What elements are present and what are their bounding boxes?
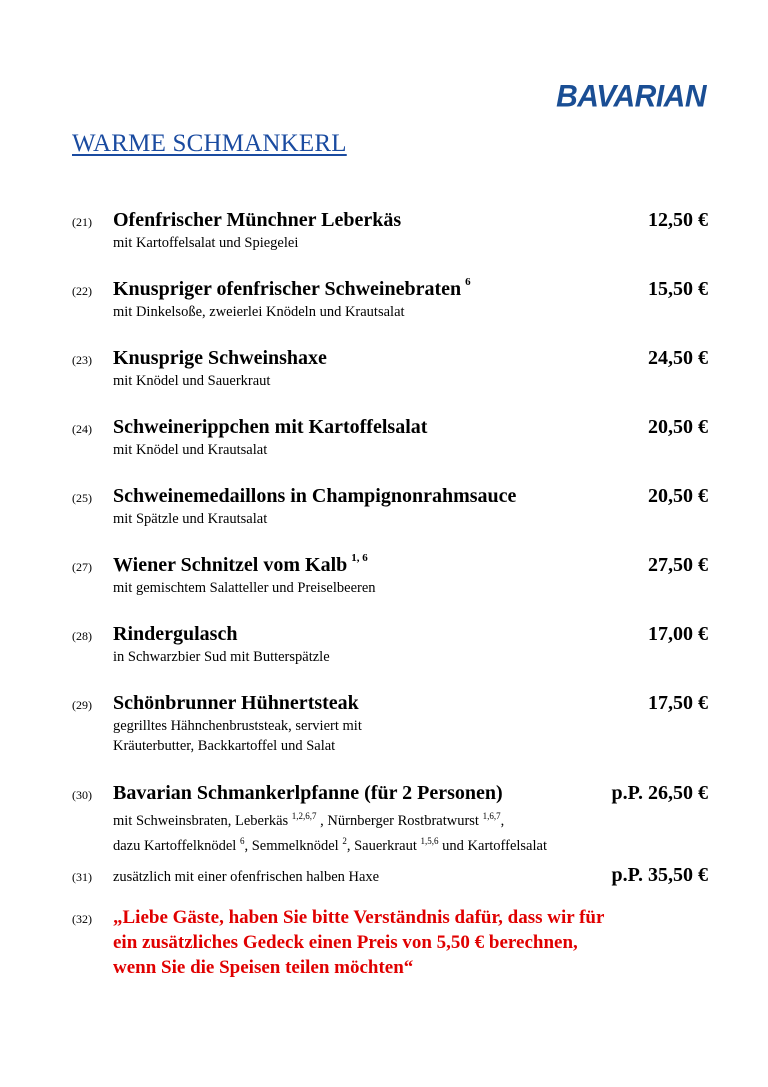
item-price: 20,50 € xyxy=(648,485,708,507)
item-description xyxy=(113,716,362,756)
description-line: gegrilltes Hähnchenbruststeak, serviert mit xyxy=(113,718,362,734)
item-number: (30) xyxy=(72,788,92,802)
item-description: in Schwarzbier Sud mit Butterspätzle xyxy=(113,649,330,665)
bavarian-logo xyxy=(548,80,706,120)
item-description: mit Kartoffelsalat und Spiegelei xyxy=(113,235,299,251)
item-number: (27) xyxy=(72,560,92,574)
item-number: (21) xyxy=(72,215,92,229)
allergen-superscript: 6 xyxy=(239,835,245,846)
desc-text: , Semmelknödel xyxy=(244,837,343,854)
description-line xyxy=(113,831,547,856)
item-name: Rindergulasch xyxy=(113,623,238,645)
allergen-superscript: 1,5,6 xyxy=(420,835,439,846)
item-number: (25) xyxy=(72,491,92,505)
item-price: 27,50 € xyxy=(648,554,708,576)
item-name: Schweinerippchen mit Kartoffelsalat xyxy=(113,416,428,438)
item-description: mit Dinkelsoße, zweierlei Knödeln und Krautsalat xyxy=(113,304,405,320)
item-number: (22) xyxy=(72,284,92,298)
item-number: (24) xyxy=(72,422,92,436)
desc-text: dazu Kartoffelknödel xyxy=(113,837,240,854)
notice-line: ein zusätzliches Gedeck einen Preis von 5,50 € berechnen, xyxy=(113,932,578,953)
item-number: (23) xyxy=(72,353,92,367)
item-name: Wiener Schnitzel vom Kalb xyxy=(113,554,348,576)
item-name: Knuspriger ofenfrischer Schweinebraten xyxy=(113,278,462,300)
item-description: mit Spätzle und Krautsalat xyxy=(113,511,268,527)
item-number: (29) xyxy=(72,698,92,712)
notice-line: „Liebe Gäste, haben Sie bitte Verständnis dafür, dass wir für xyxy=(113,907,605,928)
item-price: 17,00 € xyxy=(648,623,708,645)
logo-text: BAVARIAN xyxy=(556,79,706,114)
notice-line: wenn Sie die Speisen teilen möchten“ xyxy=(113,957,414,978)
notice-text xyxy=(113,905,713,980)
desc-text: mit Schweinsbraten, Leberkäs xyxy=(113,812,292,829)
item-name: Schönbrunner Hühnertsteak xyxy=(113,692,359,714)
item-price: 15,50 € xyxy=(648,278,708,300)
section-title: WARME SCHMANKERL xyxy=(72,130,347,157)
description-line xyxy=(113,806,547,831)
item-name: Knusprige Schweinshaxe xyxy=(113,347,327,369)
item-price: 12,50 € xyxy=(648,209,708,231)
item-name-wrap xyxy=(113,554,368,577)
item-price: p.P. 26,50 € xyxy=(611,782,708,804)
item-name: Bavarian Schmankerlpfanne (für 2 Personen) xyxy=(113,782,503,804)
desc-text: , Sauerkraut xyxy=(346,837,421,854)
desc-text: , xyxy=(500,812,505,829)
item-number: (31) xyxy=(72,870,92,884)
allergen-superscript: 2 xyxy=(342,835,347,846)
item-description: mit Knödel und Sauerkraut xyxy=(113,373,271,389)
item-name-wrap xyxy=(113,278,471,301)
item-description: mit gemischtem Salatteller und Preiselbeeren xyxy=(113,580,376,596)
item-price: p.P. 35,50 € xyxy=(611,864,708,886)
desc-text: und Kartoffelsalat xyxy=(438,837,547,854)
item-description xyxy=(113,806,547,856)
item-number: (32) xyxy=(72,912,92,926)
allergen-superscript: 1,2,6,7 xyxy=(291,811,317,821)
description-line: Kräuterbutter, Backkartoffel und Salat xyxy=(113,738,336,754)
item-price: 17,50 € xyxy=(648,692,708,714)
item-addon-text: zusätzlich mit einer ofenfrischen halben Haxe xyxy=(113,869,380,885)
item-price: 20,50 € xyxy=(648,416,708,438)
item-price: 24,50 € xyxy=(648,347,708,369)
allergen-superscript: 1, 6 xyxy=(351,552,368,565)
item-name: Ofenfrischer Münchner Leberkäs xyxy=(113,209,402,231)
item-description: mit Knödel und Krautsalat xyxy=(113,442,268,458)
allergen-superscript: 1,6,7 xyxy=(482,811,501,821)
allergen-superscript: 6 xyxy=(465,276,471,289)
item-name: Schweinemedaillons in Champignonrahmsauce xyxy=(113,485,517,507)
item-number: (28) xyxy=(72,629,92,643)
desc-text: , Nürnberger Rostbratwurst xyxy=(316,812,483,829)
